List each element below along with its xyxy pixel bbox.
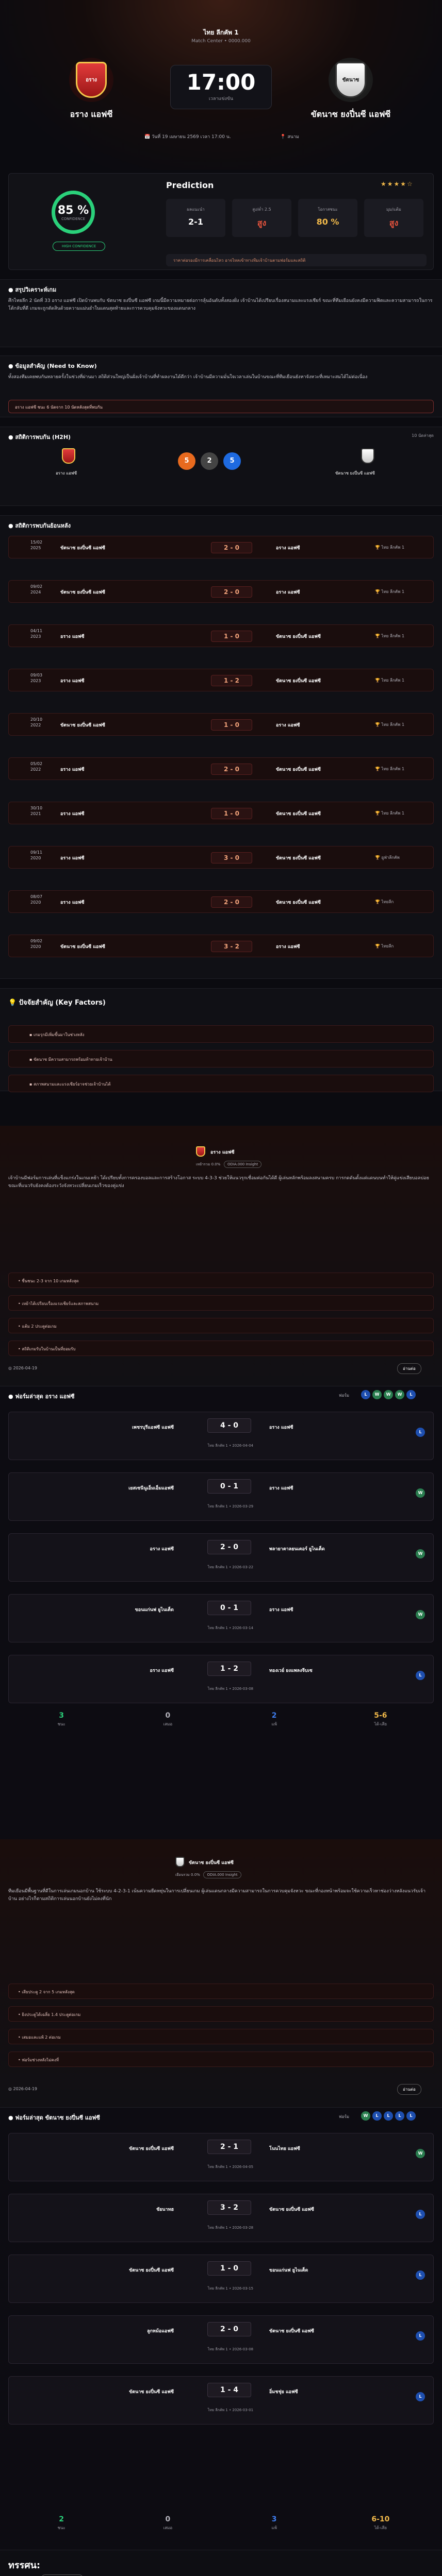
h2h-date-day: 05/02 [30, 761, 43, 766]
h2h-home-logo[interactable] [62, 448, 75, 464]
h2h-away-name: ขัตนาซ ยงปี่นซี แอฟซี [335, 471, 375, 476]
form-away-team: พลายาตาลยนเตอร์ ยูไนเต็ด [269, 1547, 325, 1552]
form-summary-value: 2 [271, 1711, 277, 1720]
form-score: 1 - 4 [207, 2383, 251, 2397]
form-away-team: อราง แอฟซี [269, 1607, 293, 1613]
h2h-date [30, 761, 42, 772]
form-summary-item [328, 1711, 434, 1735]
form-score: 2 - 0 [207, 2322, 251, 2336]
form-info: ไทย ลีกคัพ 1 • 2026-03-08 [207, 1687, 254, 1691]
h2h-date [30, 894, 42, 905]
h2h-date-year: 2021 [30, 811, 41, 816]
h2h-score: 1 - 0 [211, 631, 252, 642]
form-summary-value: 6-10 [371, 2515, 390, 2523]
away-analysis-date: ◎ 2026-04-19 [8, 2087, 38, 2091]
match-meta [144, 133, 299, 140]
home-bullet: • เหย้าได้เปรียบเรื่องแรงเชียร์และสภาพสนาม [8, 1295, 434, 1311]
form-score: 1 - 0 [207, 2261, 251, 2276]
home-logo[interactable] [69, 58, 113, 102]
h2h-home-team: อราง แอฟซี [60, 679, 85, 684]
form-row-result: L [416, 2270, 425, 2280]
h2h-draws: 2 [201, 452, 218, 470]
h2h-date-year: 2025 [30, 546, 41, 550]
home-name[interactable]: อราง แอฟซี [70, 109, 113, 119]
form-summary-item [8, 2515, 114, 2539]
home-section-logo[interactable] [196, 1146, 205, 1157]
h2h-summary [178, 452, 241, 470]
h2h-date-year: 2020 [30, 944, 41, 949]
confidence-label: CONFIDENCE [61, 216, 86, 221]
form-summary-item [221, 1711, 328, 1735]
form-row-result: L [416, 2392, 425, 2401]
h2h-league: 🏆 ไทย ลีกคัพ 1 [375, 811, 405, 816]
h2h-score: 2 - 0 [211, 586, 252, 598]
prediction-box-value: สูง [389, 218, 399, 228]
h2h-score: 2 - 0 [211, 764, 252, 775]
h2h-home-team: ขัตนาซ ยงปี่นซี แอฟซี [60, 590, 105, 595]
form-summary-label: ได้-เสีย [374, 1722, 387, 1726]
h2h-date-day: 20/10 [30, 717, 43, 722]
form-result-badge: L [406, 1390, 416, 1399]
form-home-team: ขัตนาซ ยงปี่นซี แอฟซี [129, 2268, 174, 2273]
h2h-away-team: ขัตนาซ ยงปี่นซี แอฟซี [276, 767, 321, 772]
form-score: 2 - 1 [207, 2140, 251, 2154]
prediction-box [298, 199, 357, 237]
home-bullet: • แต้ม 2 ประตูต่อเกม [8, 1318, 434, 1333]
form-info: ไทย ลีกคัพ 1 • 2026-03-22 [207, 1565, 254, 1569]
h2h-date [30, 850, 42, 861]
away-logo[interactable] [329, 58, 373, 102]
h2h-league: 🏆 ไทย ลีกคัพ 1 [375, 722, 405, 727]
highlight-text: ทั้งสองทีมเคยพบกันหลายครั้งในช่วงที่ผ่านมา สถิติส่วนใหญ่เป็นฝั่งเจ้าบ้านที่ทำผลงานได้ดีกว่า เจ้าบ้านมีความมั่นใจเวลาเล่นในบ้านขณะที่ทีมเยือนยังหาจังหวะที่เหมาะสมได้ไม่ต่อเนื่อง [8, 375, 368, 380]
prediction-box-value: 80 % [316, 217, 339, 227]
form-summary-item [114, 1711, 221, 1735]
h2h-league: 🏆 ไทยลีก [375, 900, 394, 904]
h2h-date [30, 805, 42, 817]
prediction-box-label: ผลแนะนำ [187, 207, 205, 212]
h2h-score: 1 - 0 [211, 808, 252, 819]
h2h-date-day: 04/11 [30, 629, 43, 633]
home-form-label: ฟอร์ม [339, 1393, 350, 1398]
form-summary-label: ได้-เสีย [374, 2526, 387, 2530]
prediction-box-label: สูง/ต่ำ 2.5 [252, 207, 271, 212]
h2h-date-day: 09/03 [30, 673, 43, 677]
form-result-badge: L [372, 2111, 382, 2121]
h2h-row[interactable] [8, 846, 434, 869]
rating-stars: ★★★★☆ [381, 180, 414, 188]
away-name[interactable]: ขัตนาซ ยงปี่นซี แอฟซี [310, 109, 391, 119]
away-crest-icon: ขัตนาซ [335, 62, 366, 98]
prediction-box-label: มุม/แต้ม [386, 207, 401, 212]
form-away-team: ขอนแก่นฟ ยูไนเต็ด [269, 2268, 308, 2273]
verdict-title: ทรรศน: [8, 2560, 41, 2571]
form-summary-value: 0 [165, 2515, 171, 2523]
match-hero [0, 0, 442, 170]
away-section-sub: เยือนรวม 0.0% ODIA.000 Insight [175, 1872, 241, 1878]
match-date: วันที่ 19 เมษายน 2569 เวลา 17:00 น. [152, 134, 231, 140]
key-factor-item: ▪ ขัตนาซ มีความสามารถพร้อมท้าทายเจ้าบ้าน [8, 1050, 434, 1067]
h2h-league: 🏆 ยูฟ่าลีกคัพ [375, 855, 400, 860]
form-row[interactable] [8, 2255, 434, 2303]
form-row[interactable] [8, 1472, 434, 1521]
form-home-team: อราง แอฟซี [150, 1668, 174, 1673]
h2h-row[interactable] [8, 802, 434, 824]
form-info: ไทย ลีกคัพ 1 • 2026-03-29 [207, 1504, 254, 1509]
form-score: 3 - 2 [207, 2200, 251, 2215]
confidence-value: 85 % [57, 204, 89, 217]
h2h-date-year: 2022 [30, 723, 41, 727]
h2h-score: 1 - 2 [211, 675, 252, 686]
prediction-box-value: 2-1 [188, 217, 203, 227]
form-summary-value: 2 [59, 2515, 64, 2523]
h2h-date-day: 09/02 [30, 584, 43, 589]
key-factor-item: ▪ เกมรุกมีเพิ่มขึ้นมาในช่วงหลัง [8, 1025, 434, 1043]
form-result-badge: L [395, 2111, 404, 2121]
form-result-badge: W [395, 1390, 404, 1399]
h2h-date-year: 2022 [30, 767, 41, 772]
home-read-more-button[interactable]: อ่านต่อ [397, 1363, 421, 1374]
overview-text: ศึกไทยลีก 2 นัดที่ 33 อราง แอฟซี เปิดบ้านพบกับ ขัตนาซ ยงปี่นซี แอฟซี เกมนี้มีความหมายต่อการลุ้นอันดับทั้งสองฝั่ง เจ้าบ้านได้เปรียบเรื่องสนามและแรงเชียร์ ขณะที่ทีมเยือนยังคงมีความฟิตและความสามารถในการโต้กลับที่ดี เกมจะถูกตัดสินด้วยความแม่นยำในแดนสุดท้ายและการควบคุมจังหวะของแดนกลาง [8, 298, 433, 311]
form-row[interactable] [8, 2133, 434, 2181]
h2h-score: 2 - 0 [211, 896, 252, 908]
form-result-badge: L [384, 2111, 393, 2121]
form-summary-label: แพ้ [271, 2526, 277, 2530]
form-away-team: อราง แอฟซี [269, 1425, 293, 1430]
form-info: ไทย ลีกคัพ 1 • 2026-04-05 [207, 2165, 254, 2169]
h2h-away-team: ขัตนาซ ยงปี่นซี แอฟซี [276, 900, 321, 905]
h2h-away-team: ขัตนาซ ยงปี่นซี แอฟซี [276, 634, 321, 639]
h2h-row[interactable] [8, 757, 434, 780]
keyfactors-title: 💡 ปัจจัยสำคัญ (Key Factors) [8, 999, 106, 1007]
form-info: ไทย ลีกคัพ 1 • 2026-03-14 [207, 1626, 254, 1630]
h2h-home-team: อราง แอฟซี [60, 856, 85, 861]
h2h-date-year: 2020 [30, 900, 41, 905]
form-result-badge: W [361, 2111, 370, 2121]
form-row-result: L [416, 1671, 425, 1680]
form-away-team: ขัตนาซ ยงปี่นซี แอฟซี [269, 2207, 314, 2212]
h2h-date-year: 2023 [30, 634, 41, 639]
kickoff-box [170, 65, 272, 109]
form-summary-value: 3 [59, 1711, 64, 1720]
form-row[interactable] [8, 1655, 434, 1703]
form-score: 4 - 0 [207, 1418, 251, 1433]
form-summary-value: 3 [271, 2515, 277, 2523]
form-away-team: อราง แอฟซี [269, 1486, 293, 1491]
h2h-away-team: ขัตนาซ ยงปี่นซี แอฟซี [276, 679, 321, 684]
form-summary [8, 2515, 434, 2539]
form-home-team: ชัยนาทฮ [156, 2207, 174, 2212]
prediction-box-value: สูง [257, 218, 267, 228]
h2h-losses: 5 [223, 452, 241, 470]
h2h-date [30, 938, 42, 950]
form-away-team: อิ่มชชุ่ย แอฟซี [269, 2389, 298, 2395]
highlight-title: ● ข้อมูลสำคัญ (Need to Know) [8, 363, 97, 369]
form-home-team: ขัตนาซ ยงปี่นซี แอฟซี [129, 2389, 174, 2395]
h2h-date-day: 30/10 [30, 806, 43, 810]
form-row-result: W [416, 1610, 425, 1619]
h2h-home-team: อราง แอฟซี [60, 811, 85, 817]
prediction-title: Prediction [166, 180, 214, 190]
form-row-result: L [416, 2210, 425, 2219]
form-summary-item [8, 1711, 114, 1735]
away-bullet: • เสมอและแพ้ 2 ต่อเกม [8, 2029, 434, 2044]
h2h-date-day: 09/02 [30, 939, 43, 943]
highlight-note: อราง แอฟซี ชนะ 6 นัดจาก 10 นัดหลังสุดที่พบกัน [8, 400, 434, 413]
h2h-league: 🏆 ไทยลีก [375, 944, 394, 948]
form-result-badge: W [372, 1390, 382, 1399]
recent-title: ● สถิติการพบกันย้อนหลัง [8, 522, 71, 529]
form-row-result: W [416, 1488, 425, 1498]
prediction-box [364, 199, 423, 237]
away-analysis-text: ทีมเยือนมีพื้นฐานที่ดีในการเล่นเกมนอกบ้าน ใช้ระบบ 4-2-3-1 เน้นความยืดหยุ่นในการเปลี่ยนเกม ผู้เล่นแดนกลางมีความสามารถในการควบคุมจังหวะ ขณะที่กองหน้าพร้อมจะใช้ความเร็วหาช่องว่างหลังแนวรับเจ้าบ้าน อย่างไรก็ตามสถิติการเล่นนอกบ้านยังไม่คงที่นัก [8, 1889, 426, 1902]
h2h-row[interactable] [8, 935, 434, 957]
confidence-pill: HIGH CONFIDENCE [53, 242, 105, 251]
h2h-home-team: ขัตนาซ ยงปี่นซี แอฟซี [60, 546, 105, 551]
match-venue: สนาม [287, 134, 299, 140]
h2h-date-year: 2020 [30, 856, 41, 860]
form-home-team: ขอนแก่นฟ ยูไนเต็ด [135, 1607, 174, 1613]
home-crest-icon: อราง [76, 62, 107, 98]
h2h-row[interactable] [8, 536, 434, 558]
h2h-score: 2 - 0 [211, 542, 252, 553]
form-home-team: อราง แอฟซี [150, 1547, 174, 1552]
h2h-score: 3 - 2 [211, 941, 252, 952]
h2h-score: 1 - 0 [211, 719, 252, 731]
confidence-ring [52, 191, 95, 234]
away-crest-icon [175, 1857, 185, 1867]
h2h-row[interactable] [8, 580, 434, 603]
away-section-logo[interactable] [175, 1857, 185, 1867]
h2h-date [30, 672, 42, 684]
form-row[interactable] [8, 2194, 434, 2242]
home-bullet: • สถิติเกมรับในบ้านเป็นที่ยอมรับ [8, 1341, 434, 1356]
form-info: ไทย ลีกคัพ 1 • 2026-03-08 [207, 2347, 254, 2351]
form-row[interactable] [8, 2315, 434, 2364]
form-info: ไทย ลีกคัพ 1 • 2026-03-01 [207, 2408, 254, 2412]
h2h-row[interactable] [8, 669, 434, 691]
h2h-date-day: 15/02 [30, 540, 43, 545]
h2h-home-team: อราง แอฟซี [60, 767, 85, 772]
h2h-away-team: ขัตนาซ ยงปี่นซี แอฟซี [276, 811, 321, 817]
form-result-badge: L [406, 2111, 416, 2121]
league-sub: Match Center • 0000.000 [191, 39, 251, 44]
pin-icon: 📍 สนาม [280, 134, 299, 140]
form-summary-label: ชนะ [57, 1722, 66, 1726]
form-row[interactable] [8, 2376, 434, 2425]
home-analysis-section [0, 1126, 442, 1414]
prediction-box-label: โอกาสชนะ [318, 207, 338, 212]
form-row[interactable] [8, 1412, 434, 1460]
h2h-league: 🏆 ไทย ลีกคัพ 1 [375, 678, 405, 683]
away-bullet: • ฟอร์มช่วงหลังไม่คงที่ [8, 2052, 434, 2067]
form-score: 0 - 1 [207, 1479, 251, 1494]
form-info: ไทย ลีกคัพ 1 • 2026-04-04 [207, 1444, 254, 1448]
h2h-date [30, 717, 42, 728]
away-bullet: • เสียประตู 2 จาก 5 เกมหลังสุด [8, 1984, 434, 1999]
h2h-home-team: ขัตนาซ ยงปี่นซี แอฟซี [60, 944, 105, 950]
h2h-away-team: อราง แอฟซี [276, 546, 300, 551]
form-away-team: โนนไทย แอฟซี [269, 2146, 300, 2151]
form-row-result: W [416, 2149, 425, 2158]
home-crest-icon [62, 448, 75, 464]
form-summary [8, 1711, 434, 1735]
h2h-date-day: 08/07 [30, 894, 43, 899]
home-section-sub: เหย้ารวม 0.0% ODIA.000 Insight [196, 1162, 261, 1167]
kickoff-label: เวลาแข่งขัน [208, 96, 234, 101]
home-crest-icon [196, 1146, 205, 1157]
form-info: ไทย ลีกคัพ 1 • 2026-03-15 [207, 2286, 254, 2291]
h2h-home-team: อราง แอฟซี [60, 634, 85, 639]
h2h-row[interactable] [8, 624, 434, 647]
form-result-badge: W [384, 1390, 393, 1399]
form-row-result: L [416, 2331, 425, 2341]
away-form-title: ● ฟอร์มล่าสุด ขัตนาซ ยงปี่นซี แอฟซี [8, 2114, 100, 2121]
h2h-date [30, 584, 42, 595]
form-row-result: L [416, 1428, 425, 1437]
calendar-icon: 📅 วันที่ 19 เมษายน 2569 เวลา 17:00 น. [144, 134, 231, 140]
form-summary-label: เสมอ [163, 1722, 173, 1726]
form-summary-label: ชนะ [57, 2526, 66, 2530]
away-form-label: ฟอร์ม [339, 2114, 350, 2119]
h2h-score: 3 - 0 [211, 852, 252, 863]
h2h-away-team: อราง แอฟซี [276, 944, 300, 950]
form-score: 2 - 0 [207, 1540, 251, 1554]
h2h-away-team: ขัตนาซ ยงปี่นซี แอฟซี [276, 856, 321, 861]
h2h-home-name: อราง แอฟซี [56, 471, 77, 476]
h2h-home-team: ขัตนาซ ยงปี่นซี แอฟซี [60, 723, 105, 728]
h2h-away-team: อราง แอฟซี [276, 723, 300, 728]
h2h-league: 🏆 ไทย ลีกคัพ 1 [375, 545, 405, 550]
form-summary-label: แพ้ [271, 1722, 277, 1726]
h2h-count: 10 นัดล่าสุด [412, 433, 434, 438]
h2h-wins: 5 [178, 452, 195, 470]
form-summary-value: 5-6 [374, 1711, 387, 1720]
h2h-home-team: อราง แอฟซี [60, 900, 85, 905]
h2h-date-year: 2023 [30, 679, 41, 683]
kickoff-time: 17:00 [186, 70, 256, 95]
league-name[interactable]: ไทย ลีกคัพ 1 [203, 29, 239, 36]
h2h-date-day: 09/11 [30, 850, 43, 855]
home-analysis-text: เจ้าบ้านมีฟอร์มการเล่นที่แข็งแกร่งในเกมเหย้า ได้เปรียบทั้งการครองบอลและการสร้างโอกาส ระบบ 4-3-3 ช่วยให้แนวรุกเชื่อมต่อกันได้ดี ผู้เล่นหลักพร้อมลงสนามครบ การกดดันตั้งแต่แดนบนทำให้คู่แข่งเสียบอลบ่อย ขณะที่แนวรับยังคงต้องระวังจังหวะเปลี่ยนเกมเร็วของคู่แข่ง [8, 1176, 429, 1189]
h2h-date-year: 2024 [30, 590, 41, 595]
form-result-badge: L [361, 1390, 370, 1399]
form-home-team: ลูกหม้อแอฟซี [147, 2329, 174, 2334]
form-summary-value: 0 [165, 1711, 171, 1720]
form-summary-item [328, 2515, 434, 2539]
home-bullet: • ชื่นชนะ 2-3 จาก 10 เกมหลังสุด [8, 1273, 434, 1288]
form-home-team: เยสเซนีนูเอ็มเอ็มแอฟซี [128, 1486, 174, 1491]
form-score: 0 - 1 [207, 1601, 251, 1615]
home-form-title: ● ฟอร์มล่าสุด อราง แอฟซี [8, 1393, 75, 1400]
form-row[interactable] [8, 1533, 434, 1582]
form-summary-item [114, 2515, 221, 2539]
prediction-box [232, 199, 291, 237]
h2h-date [30, 628, 42, 639]
form-home-team: ขัตนาซ ยงปี่นซี แอฟซี [129, 2146, 174, 2151]
away-section-name: ขัตนาซ ยงปี่นซี แอฟซี [189, 1860, 234, 1866]
h2h-league: 🏆 ไทย ลีกคัพ 1 [375, 634, 405, 638]
form-score: 1 - 2 [207, 1662, 251, 1676]
prediction-note: ราคาต่อรองมีการเคลื่อนไหว อาจไหลเข้าทางทีมเจ้าบ้านตามฟอร์มและสถิติ [166, 254, 427, 266]
form-away-team: ขัตนาซ ยงปี่นซี แอฟซี [269, 2329, 314, 2334]
away-crest-icon [361, 448, 374, 464]
prediction-box [166, 199, 225, 237]
h2h-date [30, 539, 42, 551]
form-row[interactable] [8, 1594, 434, 1642]
form-summary-label: เสมอ [163, 2526, 173, 2530]
away-read-more-button[interactable]: อ่านต่อ [397, 2084, 421, 2095]
h2h-title: ● สถิติการพบกัน (H2H) [8, 434, 71, 440]
h2h-league: 🏆 ไทย ลีกคัพ 1 [375, 767, 405, 771]
h2h-league: 🏆 ไทย ลีกคัพ 1 [375, 589, 405, 594]
key-factor-item: ▪ สภาพสนามและแรงเชียร์อาจช่วยเจ้าบ้านได้ [8, 1075, 434, 1092]
form-away-team: ทองเวย์ ยงแพลงจีบเซ [269, 1668, 313, 1673]
h2h-row[interactable] [8, 890, 434, 913]
league-header [0, 28, 442, 44]
away-bullet: • ยิงประตูได้เฉลี่ย 1.4 ประตูต่อเกม [8, 2006, 434, 2022]
overview-title: ● สรุปวิเคราะห์เกม [8, 286, 57, 293]
form-row-result: W [416, 1549, 425, 1558]
form-summary-item [221, 2515, 328, 2539]
overview-section [0, 279, 442, 347]
h2h-away-team: อราง แอฟซี [276, 590, 300, 595]
form-info: ไทย ลีกคัพ 1 • 2026-03-28 [207, 2226, 254, 2230]
verdict-section [0, 2550, 442, 2576]
home-section-name: อราง แอฟซี [210, 1150, 235, 1155]
form-home-team: เพชรบุรีแอฟซี แอฟซี [132, 1425, 174, 1430]
home-analysis-date: ◎ 2026-04-19 [8, 1366, 38, 1370]
h2h-row[interactable] [8, 713, 434, 736]
h2h-away-logo[interactable] [361, 448, 374, 464]
